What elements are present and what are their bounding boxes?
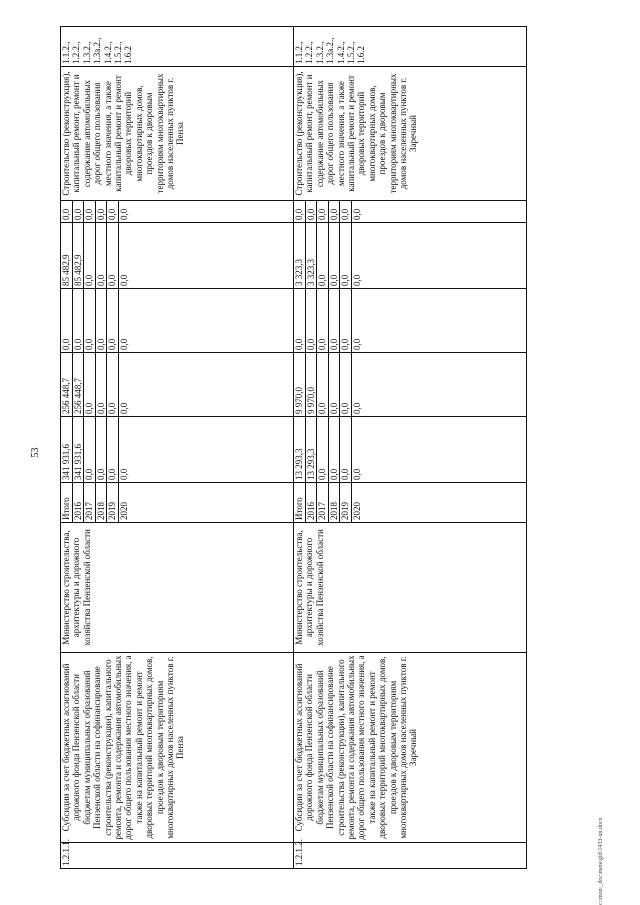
- cell-value: 0,0: [340, 223, 352, 288]
- cell-value: 0,0: [329, 289, 341, 352]
- expected-result: [61, 67, 294, 201]
- cell-value: 0,0: [329, 353, 341, 416]
- cell-value: Итого: [294, 483, 306, 522]
- cell-value: 256 448,7: [73, 353, 85, 416]
- cell-value: 2016: [73, 483, 85, 522]
- executor: [61, 523, 294, 653]
- cell-value: 0,0: [329, 417, 341, 482]
- local-budget-column: [294, 223, 527, 289]
- cell-value: 0,0: [118, 468, 129, 480]
- cell-value: 0,0: [118, 274, 129, 286]
- row-number: [294, 839, 527, 869]
- cell-value: 0,0: [317, 223, 329, 288]
- cell-value: 0,0: [329, 223, 341, 288]
- cell-value: 0,0: [84, 289, 96, 352]
- cell-value: 0,0: [107, 353, 119, 416]
- measure-description-text: Субсидии за счет бюджетных ассигнований дорожного фонда Пензенской области бюджетам муниципальных образований Пензенской области на софинансирование строительства (реконструкции), капитального ремонта, ремонта и содержания автомобильных дорог общего пользования местного значения, а также на капитальный ремонт и ремонт дворовых территорий многоквартирных домов, проездов к дворовым территориям многоквартирных домов населенных пунктов г. Заречный: [294, 655, 419, 840]
- cell-value: 0,0: [351, 402, 362, 414]
- cell-value: 0,0: [118, 338, 129, 350]
- footer-path: c:\mon\_doc\meta\gid\1433-un.docx: [598, 817, 604, 905]
- cell-value: 0,0: [107, 417, 119, 482]
- cell-value: 0,0: [96, 417, 108, 482]
- cell-value: 2020: [118, 502, 129, 520]
- cell-value: 2018: [329, 483, 341, 522]
- cell-value: 341 931,6: [61, 417, 73, 482]
- page-number: 53: [30, 447, 41, 458]
- measure-description-text: Субсидии за счет бюджетных ассигнований дорожного фонда Пензенской области бюджетам муниципальных образований Пензенской области на софинансирование строительства (реконструкции), капитального ремонта, ремонта и содержания автомобильных дорог общего пользования местного значения, а также на капитальный ремонт и ремонт дворовых территорий многоквартирных домов, проездов к дворовым территориям многоквартирных домов населенных пунктов г. Пенза: [61, 655, 186, 840]
- row-number: [61, 839, 294, 869]
- cell-value: 0,0: [340, 353, 352, 416]
- cell-value: 0,0: [329, 201, 341, 222]
- executor: [294, 523, 527, 653]
- expected-result: [294, 67, 527, 201]
- cell-value: 3 323,3: [294, 223, 306, 288]
- cell-value: 341 931,6: [73, 417, 85, 482]
- regional-budget-column: [61, 353, 294, 417]
- cell-value: 0,0: [340, 417, 352, 482]
- expected-result-text: Строительство (реконструкция), капитальный ремонт, ремонт и содержание автомобильных дорог общего пользования местного значения, а также капитальный ремонт и ремонт дворовых территорий многоквартирных домов, проездов к дворовым территориям многоквартирных домов населенных пунктов г. Пенза: [61, 71, 186, 196]
- table-body: [61, 27, 527, 869]
- cell-value: 0,0: [294, 201, 306, 222]
- cell-value: 0,0: [340, 201, 352, 222]
- cell-value: 2020: [351, 502, 362, 520]
- cell-value: 0,0: [107, 201, 119, 222]
- row-number-text: 1.2.1.2.: [294, 839, 304, 866]
- cell-value: 0,0: [306, 201, 318, 222]
- measure-description: [294, 653, 527, 843]
- executor-text: Министерство строительства, архитектуры и дорожного хозяйства Пензенской области: [61, 529, 92, 646]
- cell-value: 85 482,9: [61, 223, 73, 288]
- measure-description: [61, 653, 294, 843]
- cell-value: 0,0: [73, 289, 85, 352]
- table-row: [294, 27, 527, 869]
- cell-value: 0,0: [317, 201, 329, 222]
- expected-result-text: Строительство (реконструкция), капитальный ремонт, ремонт и содержание автомобильных дорог общего пользования местного значения, а также капитальный ремонт и ремонт дворовых территорий многоквартирных домов, проездов к дворовым территориям многоквартирных домов населенных пунктов г. Заречный: [294, 71, 419, 196]
- cell-value: 0,0: [118, 402, 129, 414]
- other-sources-column: [294, 201, 527, 223]
- indicator-links: [294, 27, 527, 67]
- cell-value: 9 970,0: [294, 353, 306, 416]
- cell-value: 2019: [107, 483, 119, 522]
- cell-value: 0,0: [317, 353, 329, 416]
- cell-value: 0,0: [351, 468, 362, 480]
- cell-value: 0,0: [351, 208, 362, 220]
- cell-value: 0,0: [84, 223, 96, 288]
- cell-value: 0,0: [73, 201, 85, 222]
- cell-value: 3 323,3: [306, 223, 318, 288]
- cell-value: 0,0: [317, 417, 329, 482]
- cell-value: 0,0: [118, 208, 129, 220]
- cell-value: 0,0: [84, 417, 96, 482]
- table-row: [61, 27, 294, 869]
- cell-value: 0,0: [61, 201, 73, 222]
- total-column: [61, 417, 294, 483]
- cell-value: 13 293,3: [306, 417, 318, 482]
- cell-value: Итого: [61, 483, 73, 522]
- cell-value: 2017: [317, 483, 329, 522]
- federal-budget-column: [294, 289, 527, 353]
- cell-value: 0,0: [317, 289, 329, 352]
- year-list: [294, 483, 527, 523]
- cell-value: 0,0: [96, 353, 108, 416]
- indicator-links-text: 1.1.2., 1.2.2., 1.3.2., 1.3а.2., 1.4.2., 1.5.2., 1.6.2: [61, 37, 134, 64]
- year-list: [61, 483, 294, 523]
- cell-value: 0,0: [84, 353, 96, 416]
- cell-value: 2018: [96, 483, 108, 522]
- cell-value: 0,0: [96, 289, 108, 352]
- cell-value: 85 482,9: [73, 223, 85, 288]
- cell-value: 2019: [340, 483, 352, 522]
- cell-value: 0,0: [96, 223, 108, 288]
- cell-value: 0,0: [84, 201, 96, 222]
- cell-value: 0,0: [294, 289, 306, 352]
- cell-value: 13 293,3: [294, 417, 306, 482]
- regional-budget-column: [294, 353, 527, 417]
- cell-value: 9 970,0: [306, 353, 318, 416]
- cell-value: 0,0: [61, 289, 73, 352]
- cell-value: 0,0: [351, 274, 362, 286]
- cell-value: 2017: [84, 483, 96, 522]
- cell-value: 0,0: [306, 289, 318, 352]
- local-budget-column: [61, 223, 294, 289]
- cell-value: 2016: [306, 483, 318, 522]
- cell-value: 0,0: [351, 338, 362, 350]
- cell-value: 256 448,7: [61, 353, 73, 416]
- indicator-links-text: 1.1.2., 1.2.2., 1.3.2., 1.3а.2., 1.4.2., 1.5.2., 1.6.2: [294, 37, 367, 64]
- cell-value: 0,0: [107, 289, 119, 352]
- indicator-links: [61, 27, 294, 67]
- cell-value: 0,0: [96, 201, 108, 222]
- cell-value: 0,0: [340, 289, 352, 352]
- cell-value: 0,0: [107, 223, 119, 288]
- total-column: [294, 417, 527, 483]
- program-table: [60, 26, 527, 869]
- executor-text: Министерство строительства, архитектуры и дорожного хозяйства Пензенской области: [294, 529, 325, 646]
- federal-budget-column: [61, 289, 294, 353]
- other-sources-column: [61, 201, 294, 223]
- row-number-text: 1.2.1.1.: [61, 839, 71, 866]
